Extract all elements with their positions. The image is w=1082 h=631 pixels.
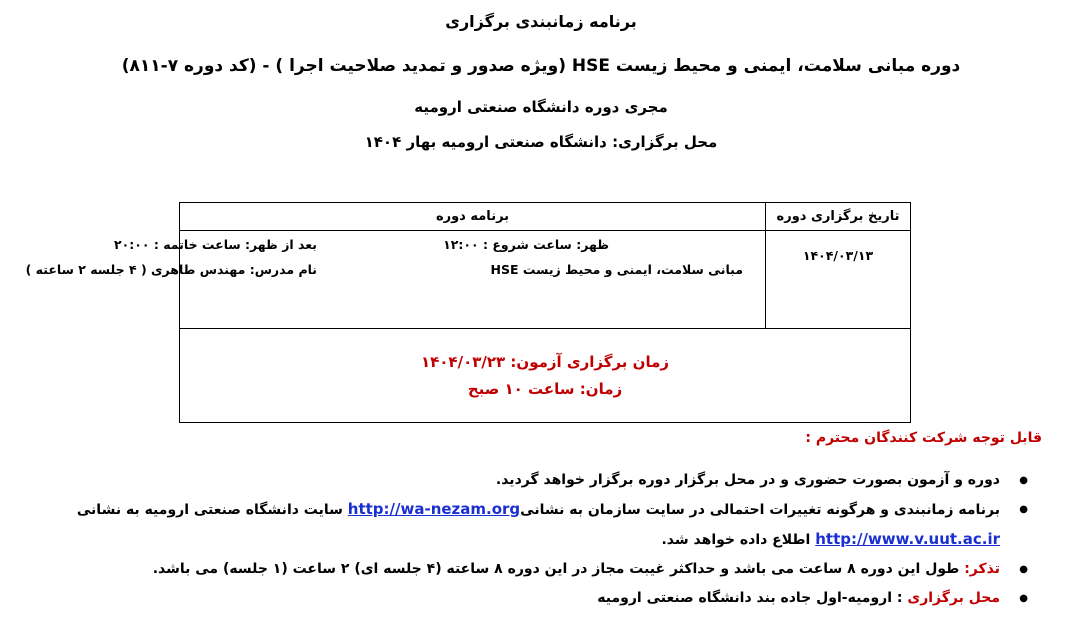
venue-label: محل برگزاری — [907, 590, 1000, 606]
list-item — [32, 555, 1000, 584]
notice-item-text: دوره و آزمون بصورت حضوری و در محل برگزار دوره برگزار خواهد گردید. — [495, 472, 1000, 488]
notice-heading: قابل توجه شرکت کنندگان محترم : — [805, 430, 1042, 446]
reminder-label: تذکر: — [964, 561, 1000, 577]
header-course-program: برنامه دوره — [180, 203, 766, 231]
notice-item-text: سایت دانشگاه صنعتی ارومیه به نشانی — [76, 502, 348, 518]
exam-cell — [180, 329, 911, 423]
table-row — [180, 231, 911, 329]
exam-time: زمان: ساعت ۱۰ صبح — [467, 379, 623, 398]
end-time: بعد از ظهر: ساعت خاتمه : ۲۰:۰۰ — [113, 237, 317, 252]
schedule-table — [25, 202, 911, 423]
page-title: برنامه زمانبندی برگزاری — [445, 12, 637, 31]
start-time: ظهر: ساعت شروع : ۱۲:۰۰ — [443, 237, 609, 252]
course-executor: مجری دوره دانشگاه صنعتی ارومیه — [414, 98, 668, 116]
program-cell — [25, 231, 766, 329]
list-item — [32, 495, 1000, 555]
notice-item-text: اطلاع داده خواهد شد. — [661, 532, 816, 548]
instructor: نام مدرس: مهندس طاهری ( ۴ جلسه ۲ ساعته ) — [25, 262, 317, 277]
exam-date: زمان برگزاری آزمون: ۱۴۰۴/۰۳/۲۳ — [420, 352, 670, 371]
list-item — [32, 584, 1000, 613]
course-topic: مبانی سلامت، ایمنی و محیط زیست HSE — [490, 262, 743, 277]
venue-text: : ارومیه-اول جاده بند دانشگاه صنعتی ارومیه — [597, 590, 908, 606]
reminder-text: طول این دوره ۸ ساعت می باشد و حداکثر غیبت مجاز در این دوره ۸ ساعته (۴ جلسه ای) ۲ ساعت (۱ جلسه) می باشد. — [152, 561, 965, 577]
university-site-link[interactable]: http://www.v.uut.ac.ir — [815, 530, 1000, 548]
nezam-site-link[interactable]: http://wa-nezam.org — [347, 500, 521, 518]
notice-list — [32, 466, 1000, 613]
course-venue: محل برگزاری: دانشگاه صنعتی ارومیه بهار ۱۴۰۴ — [364, 133, 718, 151]
course-date: ۱۴۰۴/۰۳/۱۳ — [766, 231, 911, 329]
list-item — [32, 466, 1000, 495]
notice-item-text: برنامه زمانبندی و هرگونه تغییرات احتمالی در سایت سازمان به نشانی — [520, 502, 1000, 518]
header-course-date: تاریخ برگزاری دوره — [766, 203, 911, 231]
table-row — [180, 329, 911, 423]
course-title: دوره مبانی سلامت، ایمنی و محیط زیست HSE (ویژه صدور و تمدید صلاحیت اجرا ) - (کد دوره ۷-۸۱۱) — [121, 56, 961, 76]
table-header-row — [180, 203, 911, 231]
